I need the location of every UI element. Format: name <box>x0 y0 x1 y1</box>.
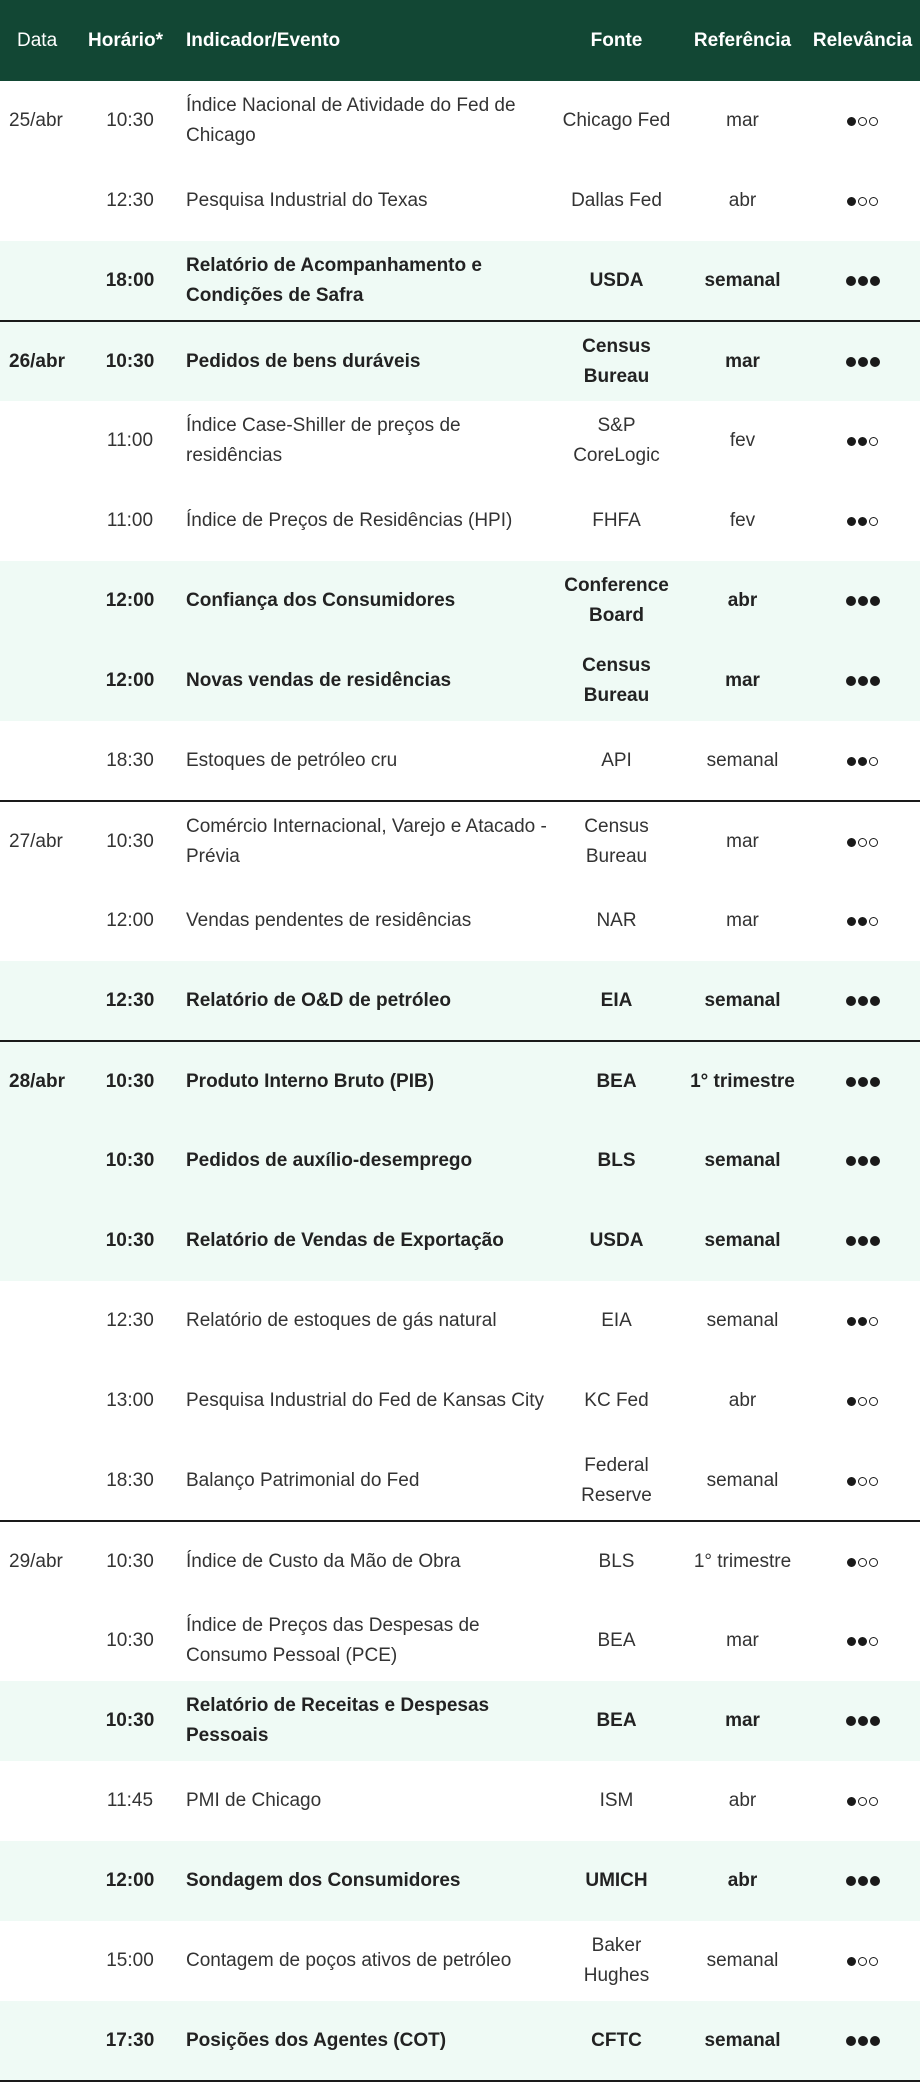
empty-dot-icon <box>858 838 867 847</box>
event-cell: Balanço Patrimonial do Fed <box>186 1469 420 1491</box>
relevance-dots <box>846 1236 880 1246</box>
header-time[interactable]: Horário* <box>88 29 163 51</box>
table-row <box>0 2001 920 2081</box>
relevance-cell <box>805 1201 920 1281</box>
reference-cell: fev <box>729 430 756 451</box>
filled-dot-icon <box>870 1156 880 1166</box>
empty-dot-icon <box>869 917 878 926</box>
reference-cell: mar <box>725 350 760 372</box>
source-cell: Census Bureau <box>584 815 649 867</box>
relevance-cell <box>805 321 920 401</box>
relevance-cell <box>805 641 920 721</box>
table-row <box>0 1681 920 1761</box>
time-cell: 10:30 <box>105 350 155 372</box>
table-row <box>0 321 920 401</box>
time-cell: 17:30 <box>105 2029 155 2051</box>
relevance-dots <box>847 838 878 847</box>
filled-dot-icon <box>858 1317 867 1326</box>
date-cell <box>0 641 80 721</box>
source-cell: NAR <box>596 910 637 931</box>
empty-dot-icon <box>869 517 878 526</box>
filled-dot-icon <box>846 357 856 367</box>
filled-dot-icon <box>870 357 880 367</box>
table-row <box>0 1361 920 1441</box>
time-cell: 12:00 <box>105 670 155 691</box>
date-cell <box>0 401 80 481</box>
source-cell: Chicago Fed <box>562 110 671 131</box>
filled-dot-icon <box>870 1716 880 1726</box>
reference-cell: semanal <box>706 749 779 771</box>
relevance-cell <box>805 721 920 801</box>
source-cell: KC Fed <box>584 1390 649 1411</box>
table-row <box>0 961 920 1041</box>
empty-dot-icon <box>869 1317 878 1326</box>
relevance-cell <box>805 1601 920 1681</box>
filled-dot-icon <box>858 1077 868 1087</box>
reference-cell: 1° trimestre <box>693 1550 792 1572</box>
reference-cell: semanal <box>704 269 781 291</box>
source-cell: BEA <box>597 1630 636 1651</box>
date-cell <box>0 1441 80 1521</box>
filled-dot-icon <box>846 1876 856 1886</box>
filled-dot-icon <box>847 1797 856 1806</box>
event-cell: Índice de Custo da Mão de Obra <box>186 1550 461 1572</box>
event-cell: Produto Interno Bruto (PIB) <box>186 1070 435 1092</box>
table-row <box>0 641 920 721</box>
empty-dot-icon <box>858 117 867 126</box>
relevance-cell <box>805 961 920 1041</box>
reference-cell: semanal <box>704 2029 781 2051</box>
relevance-dots <box>847 757 878 766</box>
reference-cell: abr <box>728 1790 757 1811</box>
empty-dot-icon <box>869 1397 878 1406</box>
date-cell <box>0 481 80 561</box>
relevance-dots <box>846 2036 880 2046</box>
empty-dot-icon <box>858 1797 867 1806</box>
table-row <box>0 1041 920 1121</box>
time-cell: 13:00 <box>106 1390 154 1411</box>
relevance-dots <box>847 1957 878 1966</box>
filled-dot-icon <box>870 1236 880 1246</box>
reference-cell: abr <box>727 590 758 611</box>
reference-cell: semanal <box>706 1950 779 1971</box>
date-cell <box>0 881 80 961</box>
time-cell: 12:30 <box>106 190 154 211</box>
filled-dot-icon <box>858 276 868 286</box>
date-cell <box>0 561 80 641</box>
empty-dot-icon <box>869 437 878 446</box>
event-cell: Relatório de O&D de petróleo <box>186 989 451 1011</box>
filled-dot-icon <box>846 676 856 686</box>
date-cell <box>0 1921 80 2001</box>
date-cell <box>0 961 80 1041</box>
reference-cell: mar <box>726 910 759 931</box>
reference-cell: mar <box>726 1630 759 1651</box>
source-cell: Census Bureau <box>582 335 651 387</box>
time-cell: 10:30 <box>105 1150 155 1171</box>
relevance-cell <box>805 801 920 881</box>
filled-dot-icon <box>870 596 880 606</box>
time-cell: 10:30 <box>105 1070 155 1092</box>
filled-dot-icon <box>846 276 856 286</box>
filled-dot-icon <box>858 676 868 686</box>
relevance-cell <box>805 881 920 961</box>
header-event[interactable]: Indicador/Evento <box>186 29 341 51</box>
relevance-dots <box>847 1317 878 1326</box>
relevance-cell <box>805 1841 920 1921</box>
table-row <box>0 81 920 161</box>
table-row <box>0 721 920 801</box>
table-row <box>0 881 920 961</box>
time-cell: 11:00 <box>106 430 154 451</box>
time-cell: 10:30 <box>106 830 154 852</box>
relevance-dots <box>847 437 878 446</box>
relevance-dots <box>846 996 880 1006</box>
reference-cell: mar <box>726 830 759 852</box>
relevance-cell <box>805 1441 920 1521</box>
source-cell: Federal Reserve <box>581 1454 652 1506</box>
header-source[interactable]: Fonte <box>590 29 643 51</box>
event-cell: Confiança dos Consumidores <box>186 590 456 611</box>
filled-dot-icon <box>847 437 856 446</box>
filled-dot-icon <box>870 1077 880 1087</box>
event-cell: Relatório de Vendas de Exportação <box>186 1230 504 1251</box>
relevance-cell <box>805 1761 920 1841</box>
relevance-dots <box>846 676 880 686</box>
date-cell <box>0 721 80 801</box>
date-cell <box>0 241 80 321</box>
time-cell: 11:45 <box>106 1790 154 1811</box>
time-cell: 10:30 <box>106 110 154 131</box>
filled-dot-icon <box>847 1477 856 1486</box>
relevance-cell <box>805 561 920 641</box>
reference-cell: semanal <box>706 1310 779 1331</box>
date-cell <box>0 1121 80 1201</box>
event-cell: Sondagem dos Consumidores <box>186 1870 461 1891</box>
source-cell: Conference Board <box>564 575 669 626</box>
relevance-dots <box>847 1797 878 1806</box>
relevance-cell <box>805 241 920 321</box>
empty-dot-icon <box>869 1797 878 1806</box>
event-cell: Novas vendas de residências <box>186 670 452 691</box>
time-cell: 10:30 <box>106 1630 154 1651</box>
source-cell: BLS <box>598 1550 635 1572</box>
relevance-dots <box>847 517 878 526</box>
reference-cell: semanal <box>704 1230 781 1251</box>
filled-dot-icon <box>847 917 856 926</box>
event-cell: Comércio Internacional, Varejo e Atacado - Prévia <box>186 815 547 867</box>
date-cell <box>0 1601 80 1681</box>
time-cell: 11:00 <box>106 510 154 531</box>
source-cell: CFTC <box>591 2029 642 2051</box>
event-cell: Pesquisa Industrial do Fed de Kansas City <box>186 1390 545 1411</box>
relevance-dots <box>847 1397 878 1406</box>
source-cell: BEA <box>596 1710 637 1731</box>
source-cell: UMICH <box>585 1870 648 1891</box>
reference-cell: semanal <box>706 1469 779 1491</box>
relevance-cell <box>805 1041 920 1121</box>
filled-dot-icon <box>858 1156 868 1166</box>
date-cell: 27/abr <box>9 830 63 852</box>
table-body <box>0 81 920 2081</box>
reference-cell: semanal <box>704 1150 781 1171</box>
reference-cell: mar <box>725 1710 760 1731</box>
filled-dot-icon <box>846 1716 856 1726</box>
event-cell: Pesquisa Industrial do Texas <box>186 190 428 211</box>
table-row <box>0 161 920 241</box>
event-cell: Índice de Preços de Residências (HPI) <box>186 510 513 531</box>
relevance-cell <box>805 2001 920 2081</box>
time-cell: 18:30 <box>106 749 154 771</box>
reference-cell: abr <box>728 190 757 211</box>
event-cell: Índice Nacional de Atividade do Fed de Chicago <box>186 95 516 146</box>
table-row <box>0 241 920 321</box>
filled-dot-icon <box>847 1558 856 1567</box>
reference-cell: semanal <box>704 989 781 1011</box>
filled-dot-icon <box>858 596 868 606</box>
relevance-cell <box>805 161 920 241</box>
relevance-cell <box>805 1521 920 1601</box>
filled-dot-icon <box>846 996 856 1006</box>
table-row <box>0 1201 920 1281</box>
relevance-dots <box>846 1716 880 1726</box>
filled-dot-icon <box>847 1397 856 1406</box>
reference-cell: fev <box>729 510 756 531</box>
table-row <box>0 1441 920 1521</box>
relevance-cell <box>805 1921 920 2001</box>
filled-dot-icon <box>858 917 867 926</box>
table-row <box>0 1921 920 2001</box>
reference-cell: 1° trimestre <box>690 1070 795 1092</box>
filled-dot-icon <box>858 1876 868 1886</box>
source-cell: Dallas Fed <box>571 190 662 211</box>
reference-cell: mar <box>725 670 760 691</box>
date-cell <box>0 1681 80 1761</box>
event-cell: Índice de Preços das Despesas de Consumo Pessoal (PCE) <box>186 1615 480 1666</box>
filled-dot-icon <box>858 1716 868 1726</box>
empty-dot-icon <box>858 1477 867 1486</box>
relevance-cell <box>805 1361 920 1441</box>
empty-dot-icon <box>858 1957 867 1966</box>
time-cell: 15:00 <box>106 1950 154 1971</box>
time-cell: 10:30 <box>106 1550 154 1572</box>
filled-dot-icon <box>847 117 856 126</box>
relevance-dots <box>847 1477 878 1486</box>
relevance-dots <box>846 357 880 367</box>
filled-dot-icon <box>846 596 856 606</box>
source-cell: Baker Hughes <box>583 1935 650 1986</box>
filled-dot-icon <box>858 757 867 766</box>
relevance-dots <box>847 917 878 926</box>
filled-dot-icon <box>847 1637 856 1646</box>
time-cell: 10:30 <box>105 1230 155 1251</box>
filled-dot-icon <box>846 2036 856 2046</box>
event-cell: Estoques de petróleo cru <box>186 749 398 771</box>
event-cell: Relatório de Acompanhamento e Condições de Safra <box>186 254 482 306</box>
filled-dot-icon <box>847 757 856 766</box>
relevance-dots <box>846 1156 880 1166</box>
time-cell: 12:30 <box>105 989 155 1011</box>
filled-dot-icon <box>858 1637 867 1646</box>
source-cell: S&P CoreLogic <box>573 415 660 466</box>
table-row <box>0 1601 920 1681</box>
table-row <box>0 481 920 561</box>
event-cell: Relatório de Receitas e Despesas Pessoais <box>186 1695 490 1746</box>
event-cell: Posições dos Agentes (COT) <box>186 2029 447 2051</box>
event-cell: Pedidos de auxílio-desemprego <box>186 1150 473 1171</box>
filled-dot-icon <box>870 2036 880 2046</box>
relevance-cell <box>805 81 920 161</box>
empty-dot-icon <box>869 1558 878 1567</box>
filled-dot-icon <box>858 1236 868 1246</box>
filled-dot-icon <box>846 1156 856 1166</box>
date-cell <box>0 1841 80 1921</box>
source-cell: EIA <box>601 1310 632 1331</box>
filled-dot-icon <box>858 357 868 367</box>
date-cell: 25/abr <box>9 110 63 131</box>
time-cell: 12:00 <box>105 590 155 611</box>
filled-dot-icon <box>858 996 868 1006</box>
event-cell: Relatório de estoques de gás natural <box>186 1310 497 1331</box>
table-row <box>0 1521 920 1601</box>
date-cell <box>0 1201 80 1281</box>
header-reference[interactable]: Referência <box>693 29 792 51</box>
reference-cell: mar <box>726 110 759 131</box>
empty-dot-icon <box>869 117 878 126</box>
empty-dot-icon <box>869 757 878 766</box>
reference-cell: abr <box>727 1870 758 1891</box>
time-cell: 12:00 <box>105 1870 155 1891</box>
table-row <box>0 1281 920 1361</box>
header-relevance[interactable]: Relevância <box>812 29 913 51</box>
relevance-cell <box>805 1121 920 1201</box>
relevance-cell <box>805 1281 920 1361</box>
date-cell <box>0 1761 80 1841</box>
time-cell: 18:30 <box>106 1469 154 1491</box>
table-row <box>0 1121 920 1201</box>
table-row <box>0 1841 920 1921</box>
filled-dot-icon <box>846 1236 856 1246</box>
empty-dot-icon <box>858 197 867 206</box>
date-cell: 28/abr <box>9 1070 65 1092</box>
relevance-cell <box>805 1681 920 1761</box>
relevance-dots <box>846 1876 880 1886</box>
filled-dot-icon <box>847 1957 856 1966</box>
filled-dot-icon <box>847 1317 856 1326</box>
empty-dot-icon <box>858 1558 867 1567</box>
filled-dot-icon <box>847 517 856 526</box>
date-cell <box>0 1361 80 1441</box>
relevance-dots <box>847 117 878 126</box>
filled-dot-icon <box>870 996 880 1006</box>
source-cell: USDA <box>589 269 644 291</box>
date-cell <box>0 161 80 241</box>
table-row <box>0 561 920 641</box>
source-cell: BLS <box>597 1150 636 1171</box>
empty-dot-icon <box>869 197 878 206</box>
time-cell: 12:00 <box>106 910 154 931</box>
event-cell: Vendas pendentes de residências <box>186 910 472 931</box>
date-cell: 29/abr <box>9 1550 63 1572</box>
table-row <box>0 1761 920 1841</box>
relevance-dots <box>846 596 880 606</box>
reference-cell: abr <box>728 1390 757 1411</box>
filled-dot-icon <box>870 676 880 686</box>
source-cell: BEA <box>596 1070 637 1092</box>
source-cell: EIA <box>600 989 633 1011</box>
relevance-dots <box>847 1558 878 1567</box>
filled-dot-icon <box>858 437 867 446</box>
date-cell <box>0 2001 80 2081</box>
filled-dot-icon <box>858 517 867 526</box>
empty-dot-icon <box>869 1477 878 1486</box>
filled-dot-icon <box>870 276 880 286</box>
relevance-cell <box>805 481 920 561</box>
empty-dot-icon <box>869 838 878 847</box>
event-cell: Pedidos de bens duráveis <box>186 350 421 372</box>
header-date[interactable]: Data <box>17 29 58 51</box>
table-header <box>0 0 920 81</box>
header-row <box>0 0 920 81</box>
source-cell: FHFA <box>592 510 641 531</box>
filled-dot-icon <box>847 197 856 206</box>
relevance-dots <box>847 197 878 206</box>
relevance-cell <box>805 401 920 481</box>
filled-dot-icon <box>846 1077 856 1087</box>
source-cell: USDA <box>589 1230 644 1251</box>
table-row <box>0 401 920 481</box>
event-cell: Índice Case-Shiller de preços de residências <box>186 415 461 466</box>
date-cell: 26/abr <box>9 350 65 372</box>
source-cell: Census Bureau <box>582 655 651 706</box>
source-cell: API <box>601 749 632 771</box>
time-cell: 12:30 <box>106 1310 154 1331</box>
relevance-dots <box>846 276 880 286</box>
event-cell: Contagem de poços ativos de petróleo <box>186 1950 512 1971</box>
source-cell: ISM <box>599 1790 634 1811</box>
empty-dot-icon <box>869 1957 878 1966</box>
time-cell: 18:00 <box>105 269 155 291</box>
date-cell <box>0 1281 80 1361</box>
filled-dot-icon <box>847 838 856 847</box>
empty-dot-icon <box>858 1397 867 1406</box>
time-cell: 10:30 <box>105 1710 155 1731</box>
table-row <box>0 801 920 881</box>
relevance-dots <box>846 1077 880 1087</box>
filled-dot-icon <box>858 2036 868 2046</box>
relevance-dots <box>847 1637 878 1646</box>
event-cell: PMI de Chicago <box>186 1790 322 1811</box>
filled-dot-icon <box>870 1876 880 1886</box>
empty-dot-icon <box>869 1637 878 1646</box>
